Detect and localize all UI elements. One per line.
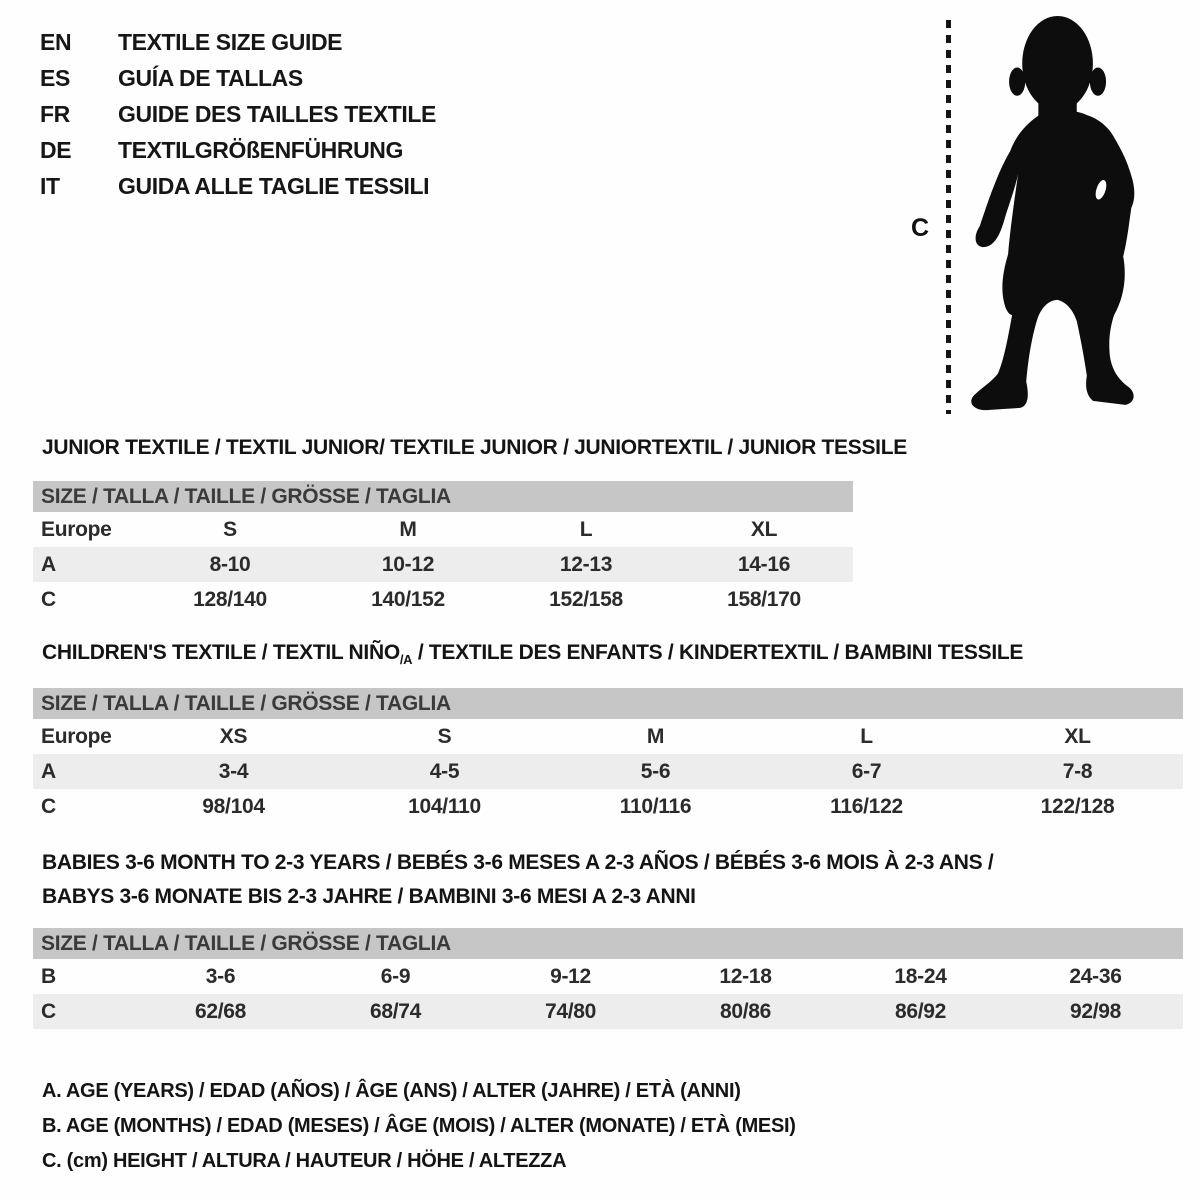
junior-section-title: JUNIOR TEXTILE / TEXTIL JUNIOR/ TEXTILE JUNIOR / JUNIORTEXTIL / JUNIOR TESSILE — [42, 436, 907, 459]
lang-row-it — [40, 168, 436, 204]
legend-line-c: C. (cm) HEIGHT / ALTURA / HAUTEUR / HÖHE / ALTEZZA — [42, 1150, 567, 1172]
table-row-columns — [33, 719, 1183, 754]
lang-label: GUIDE DES TAILLES TEXTILE — [118, 100, 436, 127]
lang-code: FR — [40, 100, 70, 127]
height-measure-dashed-line — [946, 20, 951, 414]
cell-value: 80/86 — [719, 999, 772, 1023]
legend-line-b: B. AGE (MONTHS) / EDAD (MESES) / ÂGE (MOIS) / ALTER (MONATE) / ETÀ (MESI) — [42, 1115, 796, 1137]
babies-title-line2: BABYS 3-6 MONATE BIS 2-3 JAHRE / BAMBINI 3-6 MESI A 2-3 ANNI — [42, 885, 696, 908]
size-header-bar: SIZE / TALLA / TAILLE / GRÖSSE / TAGLIA — [33, 481, 853, 512]
row-label: C — [41, 999, 56, 1023]
children-section-title — [42, 641, 1023, 667]
cell-value: 9-12 — [550, 964, 591, 988]
cell-value: 24-36 — [1069, 964, 1122, 988]
cell-value: 3-4 — [218, 759, 249, 783]
lang-code: IT — [40, 172, 60, 199]
cell-value: 128/140 — [193, 587, 267, 611]
cell-value: 104/110 — [408, 794, 481, 818]
babies-size-table — [33, 928, 1183, 1029]
cell-value: 74/80 — [544, 999, 597, 1023]
measure-legend — [42, 1074, 796, 1179]
row-label: Europe — [41, 724, 112, 748]
lang-code: DE — [40, 136, 72, 163]
cell-value: 18-24 — [894, 964, 947, 988]
row-label: A — [41, 552, 56, 576]
cell-value: 6-9 — [380, 964, 411, 988]
cell-value: 122/128 — [1040, 794, 1115, 818]
cell-value: 4-5 — [429, 759, 460, 783]
table-row-age — [33, 547, 853, 582]
cell-value: 6-7 — [851, 759, 882, 783]
table-row-height — [33, 994, 1183, 1029]
size-col: S — [223, 517, 237, 541]
cell-value: 3-6 — [205, 964, 236, 988]
cell-value: 7-8 — [1062, 759, 1093, 783]
cell-value: 68/74 — [369, 999, 422, 1023]
babies-section-title — [42, 846, 993, 914]
row-label: A — [41, 759, 56, 783]
cell-value: 86/92 — [894, 999, 947, 1023]
size-header-bar: SIZE / TALLA / TAILLE / GRÖSSE / TAGLIA — [33, 928, 1183, 959]
cell-value: 92/98 — [1069, 999, 1122, 1023]
cell-value: 12-18 — [719, 964, 772, 988]
lang-row-fr — [40, 96, 436, 132]
table-row-height — [33, 789, 1183, 824]
lang-label: GUÍA DE TALLAS — [118, 64, 303, 91]
size-col: L — [579, 517, 593, 541]
babies-title-line1: BABIES 3-6 MONTH TO 2-3 YEARS / BEBÉS 3-6 MESES A 2-3 AÑOS / BÉBÉS 3-6 MOIS À 2-3 ANS / — [42, 851, 994, 874]
row-label: B — [41, 964, 56, 988]
size-col: XL — [750, 517, 778, 541]
row-label: C — [41, 794, 56, 818]
lang-label: TEXTILE SIZE GUIDE — [118, 28, 343, 55]
size-col: M — [646, 724, 665, 748]
lang-label: GUIDA ALLE TAGLIE TESSILI — [118, 172, 430, 199]
children-title-text: / TEXTILE DES ENFANTS / KINDERTEXTIL / BAMBINI TESSILE — [412, 641, 1024, 664]
cell-value: 12-13 — [559, 552, 613, 576]
size-col: XL — [1064, 724, 1091, 748]
children-title-sub: /A — [399, 652, 413, 668]
cell-value: 110/116 — [619, 794, 692, 818]
cell-value: 14-16 — [737, 552, 791, 576]
table-row-height — [33, 582, 853, 617]
table-row-age — [33, 754, 1183, 789]
cell-value: 158/170 — [727, 587, 801, 611]
lang-row-es — [40, 60, 436, 96]
table-row-age-months — [33, 959, 1183, 994]
cell-value: 10-12 — [381, 552, 435, 576]
legend-line-a: A. AGE (YEARS) / EDAD (AÑOS) / ÂGE (ANS) / ALTER (JAHRE) / ETÀ (ANNI) — [42, 1080, 741, 1102]
lang-row-de — [40, 132, 436, 168]
cell-value: 62/68 — [194, 999, 247, 1023]
cell-value: 140/152 — [371, 587, 445, 611]
row-label: C — [41, 587, 56, 611]
children-size-table — [33, 688, 1183, 824]
size-header-bar: SIZE / TALLA / TAILLE / GRÖSSE / TAGLIA — [33, 688, 1183, 719]
size-col: XS — [219, 724, 248, 748]
size-col: M — [399, 517, 417, 541]
cell-value: 5-6 — [640, 759, 671, 783]
cell-value: 98/104 — [202, 794, 265, 818]
height-measure-label: C — [910, 214, 930, 242]
cell-value: 8-10 — [209, 552, 251, 576]
size-col: L — [860, 724, 873, 748]
lang-row-en — [40, 24, 436, 60]
lang-code: ES — [40, 64, 70, 91]
lang-label: TEXTILGRÖßENFÜHRUNG — [118, 136, 403, 163]
language-title-list — [40, 24, 436, 204]
lang-code: EN — [40, 28, 72, 55]
cell-value: 152/158 — [549, 587, 623, 611]
cell-value: 116/122 — [830, 794, 903, 818]
size-col: S — [437, 724, 452, 748]
junior-size-table — [33, 481, 853, 617]
children-title-text: CHILDREN'S TEXTILE / TEXTIL NIÑO — [42, 641, 400, 664]
table-row-columns — [33, 512, 853, 547]
toddler-silhouette-icon — [963, 14, 1141, 418]
row-label: Europe — [41, 517, 112, 541]
